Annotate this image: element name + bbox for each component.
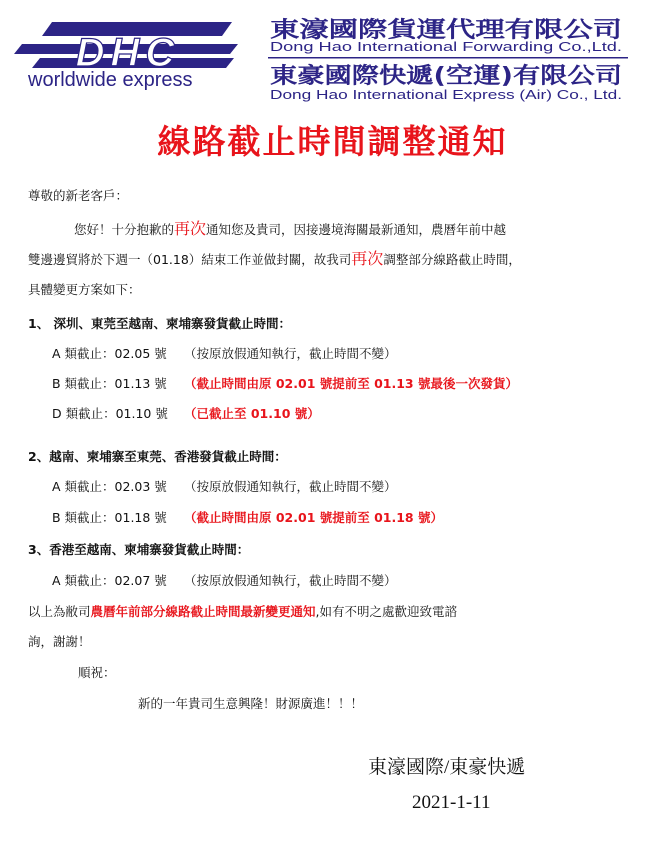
cutoff-row	[52, 571, 397, 591]
section-heading: 3、香港至越南、柬埔寨發貨截止時間：	[28, 542, 250, 557]
intro-line-3: 具體變更方案如下：	[28, 282, 141, 297]
cutoff-note: （按原放假通知執行，截止時間不變）	[184, 479, 397, 494]
intro-text: 雙邊邊貿將於下週一（01.18）結束工作並做封關，故我司	[28, 252, 352, 267]
company1-chinese-name: 東濠國際貨運代理有限公司	[270, 18, 535, 43]
cutoff-label: B 類截止：01.13 號	[52, 376, 167, 391]
new-year-wish: 新的一年貴司生意興隆！財源廣進！！！	[138, 696, 364, 711]
cutoff-row	[52, 477, 397, 497]
company2-english-name: Dong Hao International Express (Air) Co., Ltd.	[270, 87, 622, 102]
intro-text: 您好！十分抱歉的	[74, 222, 175, 237]
section-heading: 1、 深圳、東莞至越南、柬埔寨發貨截止時間：	[28, 316, 292, 331]
closing-line-1	[28, 602, 457, 622]
cutoff-note: （截止時間由原 02.01 號提前至 01.18 號）	[184, 510, 443, 525]
logo-tagline: worldwide express	[28, 69, 193, 91]
cutoff-row	[52, 344, 397, 364]
company-logo-header	[0, 0, 665, 110]
intro-line-1	[74, 219, 506, 240]
emphasis-again: 再次	[174, 219, 207, 238]
intro-line-2	[28, 249, 521, 270]
company1-english-name: Dong Hao International Forwarding Co.,Ltd.	[270, 39, 622, 54]
cutoff-note: （按原放假通知執行，截止時間不變）	[184, 346, 397, 361]
cutoff-label: D 類截止：01.10 號	[52, 406, 168, 421]
cutoff-note: （按原放假通知執行，截止時間不變）	[184, 573, 397, 588]
brand-mark-text: DHC	[75, 31, 181, 75]
greeting: 尊敬的新老客戶：	[28, 188, 129, 203]
company2-chinese-name: 東豪國際快遞(空運)有限公司	[270, 64, 555, 89]
signature-date: 2021-1-11	[412, 792, 491, 813]
closing-emphasis: 農曆年前部分線路截止時間最新變更通知	[90, 604, 316, 619]
cutoff-label: A 類截止：02.07 號	[52, 573, 167, 588]
signature-company: 東濠國際/東豪快遞	[368, 757, 526, 778]
cutoff-label: A 類截止：02.03 號	[52, 479, 167, 494]
regards: 順祝：	[78, 665, 116, 680]
cutoff-note: （截止時間由原 02.01 號提前至 01.13 號最後一次發貨）	[184, 376, 518, 391]
closing-text: ,如有不明之處歡迎致電諮	[315, 604, 458, 619]
emphasis-again: 再次	[351, 249, 384, 268]
cutoff-label: B 類截止：01.18 號	[52, 510, 167, 525]
intro-text: 調整部分線路截止時間，	[383, 252, 521, 267]
closing-line-2: 詢，謝謝！	[28, 634, 91, 649]
intro-text: 通知您及貴司，因接邊境海關最新通知，農曆年前中越	[206, 222, 507, 237]
logo-divider	[268, 57, 628, 59]
dhc-logo-mark	[14, 22, 238, 75]
cutoff-note: （已截止至 01.10 號）	[184, 406, 320, 421]
closing-text: 以上為敝司	[28, 604, 91, 619]
notice-title: 線路截止時間調整通知	[157, 122, 508, 161]
cutoff-label: A 類截止：02.05 號	[52, 346, 167, 361]
cutoff-row	[52, 374, 518, 394]
cutoff-row	[52, 508, 443, 528]
cutoff-row	[52, 404, 320, 424]
section-heading: 2、越南、柬埔寨至東莞、香港發貨截止時間：	[28, 449, 287, 464]
